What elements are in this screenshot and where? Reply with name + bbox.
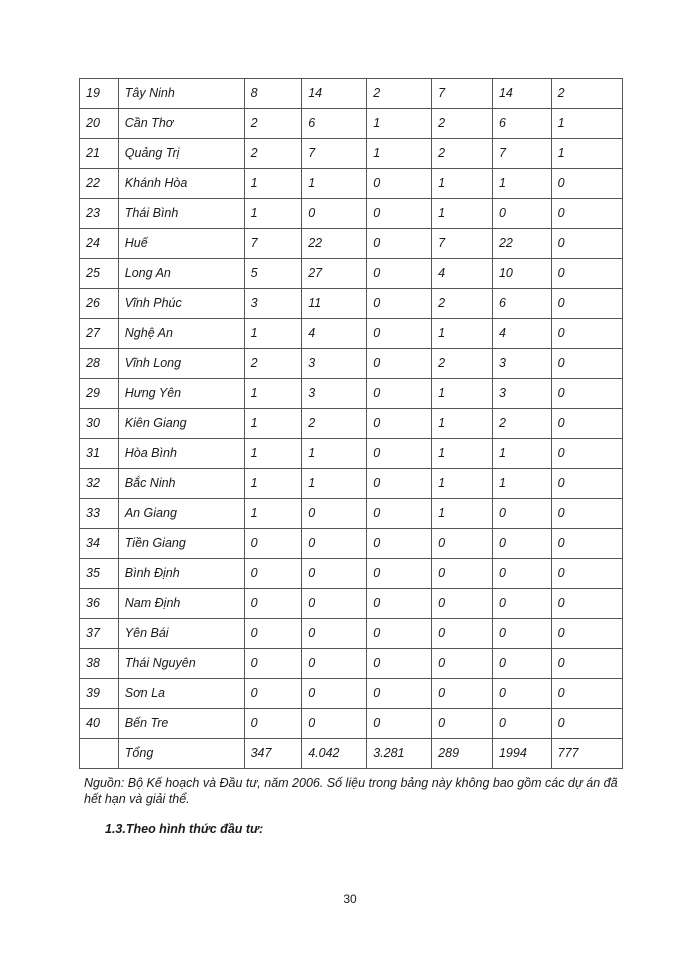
value-cell: 0 xyxy=(432,559,493,589)
table-row xyxy=(80,439,623,469)
row-number-cell: 19 xyxy=(80,79,119,109)
row-number-cell: 20 xyxy=(80,109,119,139)
table-row xyxy=(80,379,623,409)
value-cell: 1 xyxy=(551,109,622,139)
value-cell: 27 xyxy=(302,259,367,289)
table-row xyxy=(80,199,623,229)
value-cell: 0 xyxy=(432,709,493,739)
value-cell: 2 xyxy=(432,349,493,379)
value-cell: 0 xyxy=(302,559,367,589)
value-cell: 7 xyxy=(432,79,493,109)
province-cell: Sơn La xyxy=(118,679,244,709)
value-cell: 0 xyxy=(551,349,622,379)
value-cell: 0 xyxy=(367,619,432,649)
table-row xyxy=(80,289,623,319)
value-cell: 0 xyxy=(367,319,432,349)
value-cell: 0 xyxy=(551,679,622,709)
value-cell: 0 xyxy=(302,199,367,229)
table-row xyxy=(80,649,623,679)
page-number: 30 xyxy=(343,892,357,906)
row-number-cell: 26 xyxy=(80,289,119,319)
value-cell: 0 xyxy=(551,229,622,259)
province-cell: Bắc Ninh xyxy=(118,469,244,499)
row-number-cell: 33 xyxy=(80,499,119,529)
value-cell: 6 xyxy=(302,109,367,139)
province-cell: Hòa Bình xyxy=(118,439,244,469)
row-number-cell: 30 xyxy=(80,409,119,439)
value-cell: 1 xyxy=(244,439,302,469)
table-body xyxy=(80,79,623,769)
row-number-cell: 27 xyxy=(80,319,119,349)
value-cell: 0 xyxy=(367,439,432,469)
value-cell: 0 xyxy=(367,169,432,199)
data-table xyxy=(79,78,623,769)
value-cell: 0 xyxy=(492,709,551,739)
value-cell: 14 xyxy=(492,79,551,109)
value-cell: 0 xyxy=(367,529,432,559)
row-number-cell xyxy=(80,739,119,769)
province-cell: Vĩnh Long xyxy=(118,349,244,379)
value-cell: 0 xyxy=(244,679,302,709)
value-cell: 0 xyxy=(302,679,367,709)
value-cell: 1 xyxy=(432,469,493,499)
province-cell: Cần Thơ xyxy=(118,109,244,139)
value-cell: 2 xyxy=(432,109,493,139)
value-cell: 0 xyxy=(551,259,622,289)
value-cell: 4 xyxy=(302,319,367,349)
value-cell: 0 xyxy=(551,439,622,469)
value-cell: 0 xyxy=(367,379,432,409)
value-cell: 1 xyxy=(432,499,493,529)
province-cell: Vĩnh Phúc xyxy=(118,289,244,319)
value-cell: 0 xyxy=(302,649,367,679)
value-cell: 0 xyxy=(432,529,493,559)
value-cell: 0 xyxy=(367,589,432,619)
province-cell: Tiền Giang xyxy=(118,529,244,559)
value-cell: 0 xyxy=(367,199,432,229)
value-cell: 2 xyxy=(432,139,493,169)
value-cell: 0 xyxy=(551,199,622,229)
value-cell: 1 xyxy=(244,379,302,409)
value-cell: 2 xyxy=(244,109,302,139)
table-row xyxy=(80,499,623,529)
row-number-cell: 29 xyxy=(80,379,119,409)
value-cell: 0 xyxy=(551,709,622,739)
value-cell: 0 xyxy=(551,289,622,319)
value-cell: 1 xyxy=(302,469,367,499)
section-heading: 1.3.Theo hình thức đầu tư: xyxy=(105,822,264,836)
row-number-cell: 23 xyxy=(80,199,119,229)
value-cell: 2 xyxy=(492,409,551,439)
total-row xyxy=(80,739,623,769)
value-cell: 1 xyxy=(244,469,302,499)
value-cell: 0 xyxy=(551,379,622,409)
value-cell: 1 xyxy=(244,319,302,349)
value-cell: 0 xyxy=(302,499,367,529)
table-row xyxy=(80,79,623,109)
table-row xyxy=(80,139,623,169)
province-cell: Hưng Yên xyxy=(118,379,244,409)
value-cell: 22 xyxy=(492,229,551,259)
value-cell: 0 xyxy=(432,649,493,679)
province-cell: Nam Định xyxy=(118,589,244,619)
value-cell: 289 xyxy=(432,739,493,769)
row-number-cell: 28 xyxy=(80,349,119,379)
value-cell: 0 xyxy=(244,589,302,619)
value-cell: 0 xyxy=(492,679,551,709)
value-cell: 0 xyxy=(367,229,432,259)
value-cell: 0 xyxy=(551,499,622,529)
value-cell: 0 xyxy=(302,589,367,619)
row-number-cell: 36 xyxy=(80,589,119,619)
table-row xyxy=(80,619,623,649)
value-cell: 3 xyxy=(302,349,367,379)
value-cell: 0 xyxy=(551,559,622,589)
value-cell: 1 xyxy=(244,199,302,229)
row-number-cell: 22 xyxy=(80,169,119,199)
source-note: Nguồn: Bộ Kế hoạch và Đầu tư, năm 2006. Số liệu trong bảng này không bao gồm các dự án đã hết hạn và giải thể. xyxy=(84,776,618,806)
value-cell: 4.042 xyxy=(302,739,367,769)
table-row xyxy=(80,169,623,199)
value-cell: 2 xyxy=(551,79,622,109)
row-number-cell: 24 xyxy=(80,229,119,259)
value-cell: 7 xyxy=(302,139,367,169)
value-cell: 777 xyxy=(551,739,622,769)
value-cell: 1 xyxy=(432,439,493,469)
value-cell: 0 xyxy=(367,679,432,709)
table-row xyxy=(80,319,623,349)
value-cell: 2 xyxy=(367,79,432,109)
value-cell: 5 xyxy=(244,259,302,289)
value-cell: 1 xyxy=(432,319,493,349)
value-cell: 0 xyxy=(367,349,432,379)
table-row xyxy=(80,259,623,289)
province-cell: Khánh Hòa xyxy=(118,169,244,199)
table-row xyxy=(80,469,623,499)
value-cell: 0 xyxy=(367,709,432,739)
value-cell: 22 xyxy=(302,229,367,259)
province-cell: Yên Bái xyxy=(118,619,244,649)
value-cell: 4 xyxy=(432,259,493,289)
value-cell: 0 xyxy=(244,709,302,739)
province-cell: Tây Ninh xyxy=(118,79,244,109)
row-number-cell: 37 xyxy=(80,619,119,649)
province-cell: Tổng xyxy=(118,739,244,769)
province-cell: Bình Định xyxy=(118,559,244,589)
value-cell: 3 xyxy=(302,379,367,409)
value-cell: 4 xyxy=(492,319,551,349)
value-cell: 1 xyxy=(367,139,432,169)
value-cell: 1 xyxy=(244,409,302,439)
value-cell: 0 xyxy=(492,199,551,229)
row-number-cell: 21 xyxy=(80,139,119,169)
table-row xyxy=(80,589,623,619)
value-cell: 2 xyxy=(244,139,302,169)
province-cell: Thái Nguyên xyxy=(118,649,244,679)
value-cell: 0 xyxy=(302,529,367,559)
province-cell: Huế xyxy=(118,229,244,259)
value-cell: 0 xyxy=(551,529,622,559)
value-cell: 0 xyxy=(432,619,493,649)
table-row xyxy=(80,229,623,259)
value-cell: 0 xyxy=(492,619,551,649)
value-cell: 0 xyxy=(551,169,622,199)
value-cell: 6 xyxy=(492,289,551,319)
value-cell: 1 xyxy=(432,409,493,439)
value-cell: 0 xyxy=(244,559,302,589)
value-cell: 1 xyxy=(551,139,622,169)
value-cell: 0 xyxy=(492,649,551,679)
value-cell: 2 xyxy=(432,289,493,319)
value-cell: 2 xyxy=(302,409,367,439)
value-cell: 0 xyxy=(367,649,432,679)
value-cell: 11 xyxy=(302,289,367,319)
value-cell: 3 xyxy=(492,349,551,379)
province-cell: Thái Bình xyxy=(118,199,244,229)
province-cell: An Giang xyxy=(118,499,244,529)
province-cell: Quảng Trị xyxy=(118,139,244,169)
row-number-cell: 40 xyxy=(80,709,119,739)
value-cell: 0 xyxy=(551,649,622,679)
value-cell: 0 xyxy=(551,589,622,619)
value-cell: 0 xyxy=(367,259,432,289)
province-cell: Kiên Giang xyxy=(118,409,244,439)
row-number-cell: 31 xyxy=(80,439,119,469)
value-cell: 10 xyxy=(492,259,551,289)
row-number-cell: 35 xyxy=(80,559,119,589)
value-cell: 3 xyxy=(244,289,302,319)
value-cell: 0 xyxy=(367,409,432,439)
table-row xyxy=(80,679,623,709)
value-cell: 0 xyxy=(367,289,432,319)
value-cell: 0 xyxy=(551,469,622,499)
province-cell: Nghệ An xyxy=(118,319,244,349)
value-cell: 2 xyxy=(244,349,302,379)
value-cell: 1 xyxy=(244,499,302,529)
value-cell: 6 xyxy=(492,109,551,139)
table-row xyxy=(80,529,623,559)
value-cell: 347 xyxy=(244,739,302,769)
value-cell: 0 xyxy=(492,499,551,529)
row-number-cell: 38 xyxy=(80,649,119,679)
value-cell: 0 xyxy=(367,559,432,589)
value-cell: 3 xyxy=(492,379,551,409)
value-cell: 1 xyxy=(492,469,551,499)
table-row xyxy=(80,349,623,379)
value-cell: 0 xyxy=(302,709,367,739)
value-cell: 14 xyxy=(302,79,367,109)
value-cell: 0 xyxy=(244,649,302,679)
value-cell: 1 xyxy=(302,169,367,199)
value-cell: 0 xyxy=(492,529,551,559)
value-cell: 0 xyxy=(432,589,493,619)
value-cell: 0 xyxy=(244,619,302,649)
value-cell: 0 xyxy=(432,679,493,709)
value-cell: 0 xyxy=(551,319,622,349)
value-cell: 0 xyxy=(302,619,367,649)
value-cell: 0 xyxy=(551,409,622,439)
value-cell: 1 xyxy=(302,439,367,469)
value-cell: 1 xyxy=(432,379,493,409)
value-cell: 0 xyxy=(492,589,551,619)
value-cell: 1994 xyxy=(492,739,551,769)
value-cell: 1 xyxy=(367,109,432,139)
value-cell: 0 xyxy=(367,469,432,499)
province-cell: Long An xyxy=(118,259,244,289)
table-row xyxy=(80,409,623,439)
value-cell: 0 xyxy=(367,499,432,529)
value-cell: 7 xyxy=(492,139,551,169)
value-cell: 7 xyxy=(244,229,302,259)
row-number-cell: 32 xyxy=(80,469,119,499)
row-number-cell: 34 xyxy=(80,529,119,559)
row-number-cell: 39 xyxy=(80,679,119,709)
value-cell: 1 xyxy=(492,169,551,199)
value-cell: 1 xyxy=(492,439,551,469)
value-cell: 1 xyxy=(432,169,493,199)
value-cell: 3.281 xyxy=(367,739,432,769)
value-cell: 1 xyxy=(244,169,302,199)
province-cell: Bến Tre xyxy=(118,709,244,739)
table-row xyxy=(80,709,623,739)
value-cell: 1 xyxy=(432,199,493,229)
value-cell: 7 xyxy=(432,229,493,259)
table-row xyxy=(80,109,623,139)
value-cell: 0 xyxy=(492,559,551,589)
value-cell: 0 xyxy=(244,529,302,559)
table-row xyxy=(80,559,623,589)
value-cell: 0 xyxy=(551,619,622,649)
value-cell: 8 xyxy=(244,79,302,109)
row-number-cell: 25 xyxy=(80,259,119,289)
